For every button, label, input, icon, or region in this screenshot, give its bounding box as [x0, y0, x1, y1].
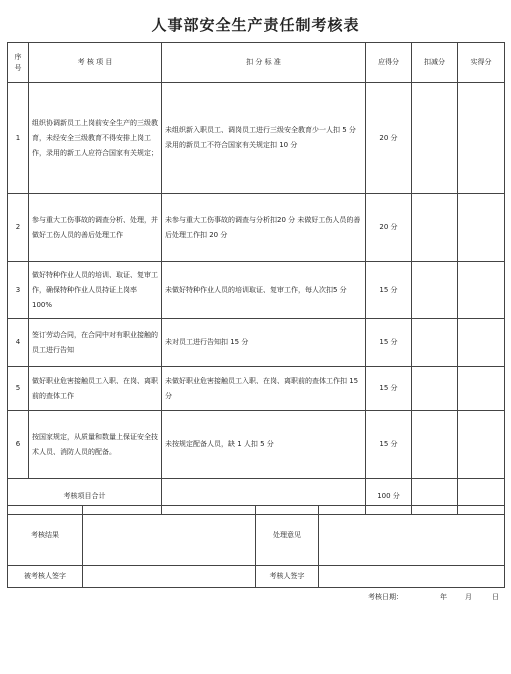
row-seq: 2	[8, 194, 29, 262]
signature-row	[8, 566, 505, 588]
result-row	[8, 506, 505, 566]
total-label: 考核项目合计	[8, 479, 162, 515]
date-month: 月	[465, 593, 472, 601]
header-due-score: 应得分	[366, 43, 412, 83]
row-actual-cell[interactable]	[458, 367, 505, 411]
row-item: 参与重大工伤事故的调查分析、处理，并做好工伤人员的善后处理工作	[29, 194, 162, 262]
signature-table	[7, 505, 505, 588]
row-item: 签订劳动合同，在合同中对有职业接触的员工进行告知	[29, 319, 162, 367]
total-score: 100 分	[366, 479, 412, 515]
opinion-field[interactable]	[319, 506, 505, 566]
row-due-score: 15 分	[366, 367, 412, 411]
header-standard: 扣 分 标 准	[162, 43, 366, 83]
document-title: 人事部安全生产责任制考核表	[151, 16, 360, 34]
row-deduct-cell[interactable]	[412, 367, 458, 411]
table-row	[8, 262, 505, 319]
assessment-table	[7, 42, 505, 515]
row-due-score: 15 分	[366, 262, 412, 319]
row-seq: 3	[8, 262, 29, 319]
row-deduct-cell[interactable]	[412, 262, 458, 319]
header-actual-score: 实得分	[458, 43, 505, 83]
row-standard: 未组织新入职员工、调岗员工进行三级安全教育少一人扣 5 分 录用的新员工不符合国家有关规定扣 10 分	[162, 83, 366, 194]
row-seq: 6	[8, 411, 29, 479]
row-standard: 未参与重大工伤事故的调查与分析扣20 分 未做好工伤人员的善后处理工作扣 20 分	[162, 194, 366, 262]
row-due-score: 20 分	[366, 83, 412, 194]
examinee-sign-field[interactable]	[83, 566, 256, 588]
row-actual-cell[interactable]	[458, 194, 505, 262]
table-row	[8, 319, 505, 367]
row-standard: 未对员工进行告知扣 15 分	[162, 319, 366, 367]
row-item: 做好特种作业人员的培训、取证、复审工作，确保特种作业人员持证上岗率 100%	[29, 262, 162, 319]
row-standard: 未做好职业危害接触员工入职、在岗、离职前的查体工作扣 15 分	[162, 367, 366, 411]
row-standard: 未按规定配备人员，缺 1 人扣 5 分	[162, 411, 366, 479]
row-seq: 1	[8, 83, 29, 194]
row-standard: 未做好特种作业人员的培训取证、复审工作，每人次扣5 分	[162, 262, 366, 319]
examiner-sign-label: 考核人签字	[256, 566, 319, 588]
row-seq: 4	[8, 319, 29, 367]
row-actual-cell[interactable]	[458, 262, 505, 319]
row-deduct-cell[interactable]	[412, 194, 458, 262]
date-day: 日	[492, 593, 499, 601]
row-deduct-cell[interactable]	[412, 83, 458, 194]
table-row	[8, 367, 505, 411]
header-row	[8, 43, 505, 83]
opinion-label: 处理意见	[256, 506, 319, 566]
row-due-score: 15 分	[366, 411, 412, 479]
row-actual-cell[interactable]	[458, 411, 505, 479]
row-item: 做好职业危害接触员工入职、在岗、离职前的查体工作	[29, 367, 162, 411]
row-actual-cell[interactable]	[458, 83, 505, 194]
table-row	[8, 83, 505, 194]
result-label: 考核结果	[8, 506, 83, 566]
row-seq: 5	[8, 367, 29, 411]
row-deduct-cell[interactable]	[412, 411, 458, 479]
row-item: 按国家规定，从质量和数量上保证安全技术人员、消防人员的配备。	[29, 411, 162, 479]
row-item: 组织协调新员工上岗前安全生产的三级教育，未经安全三级教育不得安排上岗工作，录用的新工人应符合国家有关规定；	[29, 83, 162, 194]
row-due-score: 15 分	[366, 319, 412, 367]
row-deduct-cell[interactable]	[412, 319, 458, 367]
examinee-sign-label: 被考核人签字	[8, 566, 83, 588]
row-actual-cell[interactable]	[458, 319, 505, 367]
row-due-score: 20 分	[366, 194, 412, 262]
header-seq: 序号	[8, 43, 29, 83]
date-label: 考核日期：	[368, 593, 403, 601]
examiner-sign-field[interactable]	[319, 566, 505, 588]
header-deduct-score: 扣减分	[412, 43, 458, 83]
table-row	[8, 411, 505, 479]
date-year: 年	[440, 593, 447, 601]
table-row	[8, 194, 505, 262]
header-item: 考 核 项 目	[29, 43, 162, 83]
result-field[interactable]	[83, 506, 256, 566]
